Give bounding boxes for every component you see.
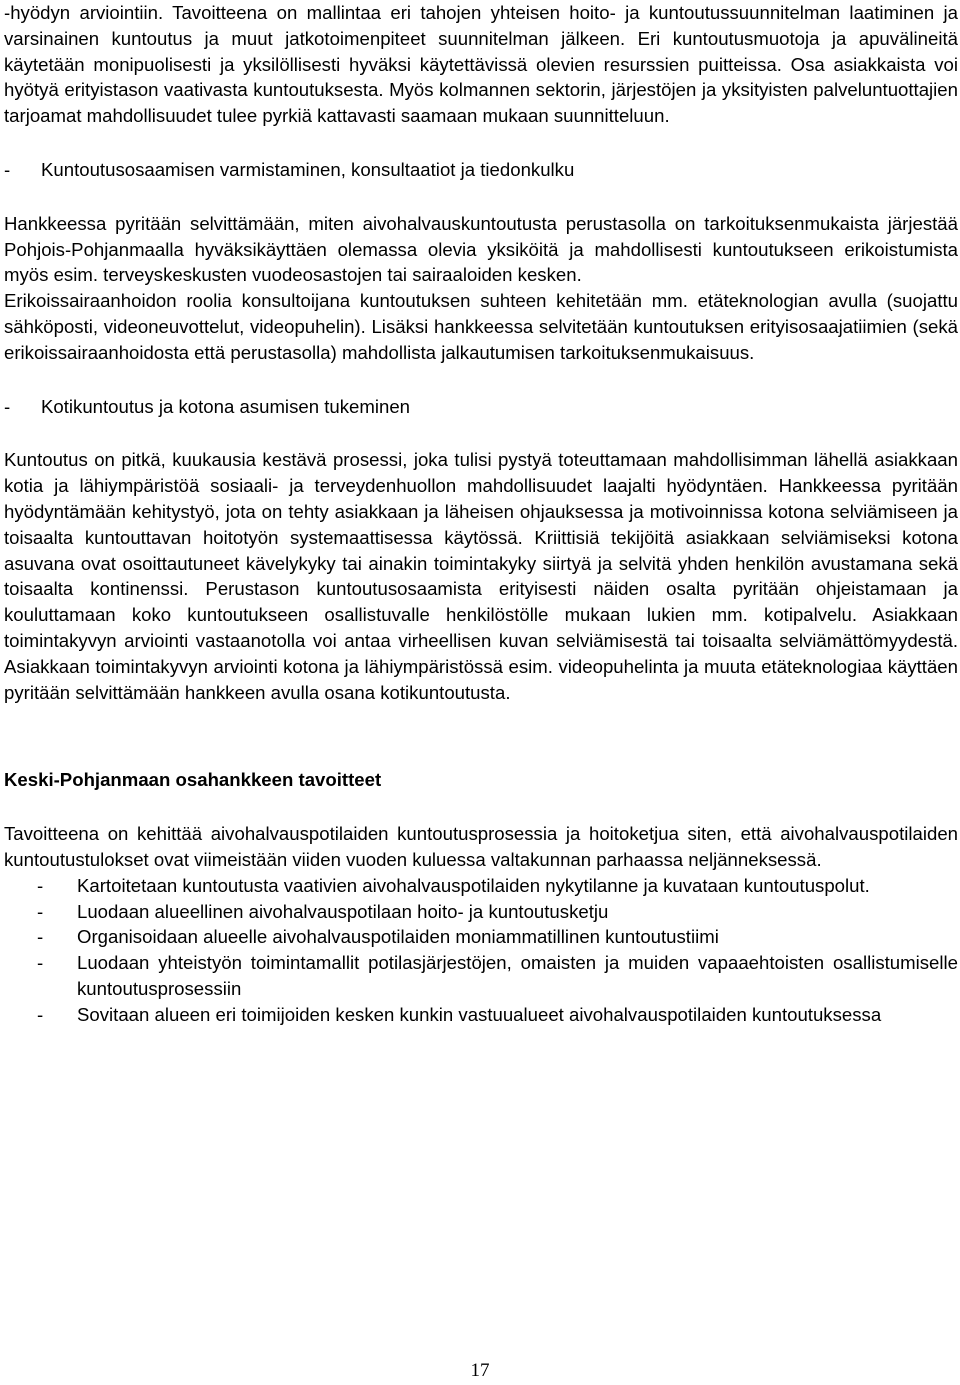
goal-text: Kartoitetaan kuntoutusta vaativien aivohalvauspotilaiden nykytilanne ja kuvataan kuntoutuspolut. (77, 874, 870, 896)
document-page (4, 0, 958, 1028)
list-item (37, 924, 958, 950)
goal-text: Luodaan yhteistyön toimintamallit potilasjärjestöjen, omaisten ja muiden vapaaehtoisten osallistumiselle kuntoutusprosessiin (77, 952, 958, 999)
section-title: Kotikuntoutus ja kotona asumisen tukeminen (41, 395, 410, 417)
list-item (37, 950, 958, 1002)
consultation-paragraph-2: Erikoissairaanhoidon roolia konsultoijana kuntoutuksen suhteen kehitetään mm. etäteknologian avulla (suojattu sähköposti, videoneuvottelut, videopuhelin). Lisäksi hankkeessa selvitetään kuntoutuksen erityisosaajatiimien (sekä erikoissairaanhoidosta että perustasolla) mahdollista jalkautumisen tarkoituksenmukaisuus. (4, 290, 958, 363)
page-number: 17 (470, 1360, 490, 1381)
goal-list (37, 873, 958, 1028)
section-title: Kuntoutusosaamisen varmistaminen, konsultaatiot ja tiedonkulku (41, 158, 575, 180)
dash-marker: - (37, 900, 44, 922)
intro-paragraph: -hyödyn arviointiin. Tavoitteena on mallintaa eri tahojen yhteisen hoito- ja kuntoutussuunnitelman laatiminen ja varsinainen kuntoutus ja muut jatkotoimenpiteet suunnitelman jälkeen. Eri kuntoutusmuotoja ja apuvälineitä käytetään monipuolisesti ja yksilöllisesti hyväksi käytettävissä olevien resurssien puitteissa. Osa asiakkaista voi hyötyä erityistason vaativasta kuntoutuksesta. Myös kolmannen sektorin, järjestöjen ja yksityisten palveluntuottajien tarjoamat mahdollisuudet tulee pyrkiä kattavasti saamaan mukaan suunnitteluun. (4, 2, 958, 127)
dash-marker: - (37, 1003, 44, 1025)
goal-text: Sovitaan alueen eri toimijoiden kesken kunkin vastuualueet aivohalvauspotilaiden kuntoutuksessa (77, 1003, 882, 1025)
dash-marker: - (4, 395, 11, 417)
dash-marker: - (4, 158, 11, 180)
section-heading-home-rehab (4, 394, 958, 420)
home-rehab-paragraph: Kuntoutus on pitkä, kuukausia kestävä prosessi, joka tulisi pystyä toteuttamaan mahdollisimman lähellä asiakkaan kotia ja lähiympäristöä sosiaali- ja terveydenhuollon mahdollisuudet laajalti hyödyntäen. Hankkeessa pyritään hyödyntämään kehitystyö, jota on tehty asiakkaan ja läheisen ohjauksessa ja motivoinnissa kotona selviämiseen ja toisaalta kuntouttavan hoitotyön systemaattisessa käytössä. Kriittisiä tekijöitä asiakkaan selviämiseksi kotona asuvana ovat osoittautuneet kävelykyky tai ainakin toimintakyky siirtyä ja selvitä yhden henkilön avustamana sekä toisaalta kontinenssi. Perustason kuntoutusosaamista erityisesti näiden osalta pyritään ohjeistamaan ja kouluttamaan koko kuntoutukseen osallistuvalle henkilöstölle mukaan lukien mm. kotipalvelu. Asiakkaan toimintakyvyn arviointi vastaanotolla voi antaa virheellisen kuvan selviämisestä tai toisaalta selviämättömyydestä. Asiakkaan toimintakyvyn arviointi kotona ja lähiympäristössä esim. videopuhelinta ja muuta etäteknologiaa käyttäen pyritään selvittämään hankkeen avulla osana kotikuntoutusta. (4, 449, 958, 703)
dash-marker: - (37, 926, 44, 948)
list-item (37, 899, 958, 925)
dash-marker: - (37, 874, 44, 896)
keski-pohjanmaa-heading: Keski-Pohjanmaan osahankkeen tavoitteet (4, 769, 382, 791)
list-item (37, 1002, 958, 1028)
section-heading-consultation (4, 157, 958, 183)
dash-marker: - (37, 952, 44, 974)
goal-text: Organisoidaan alueelle aivohalvauspotilaiden moniammatillinen kuntoutustiimi (77, 926, 719, 948)
consultation-paragraph-1: Hankkeessa pyritään selvittämään, miten aivohalvauskuntoutusta perustasolla on tarkoituksenmukaista järjestää Pohjois-Pohjanmaalla hyväksikäyttäen olemassa olevia yksiköitä ja mahdollisesti kuntoutukseen erikoistumista myös esim. terveyskeskusten vuodeosastojen tai sairaaloiden kesken. (4, 212, 958, 286)
list-item (37, 873, 958, 899)
keski-pohjanmaa-intro: Tavoitteena on kehittää aivohalvauspotilaiden kuntoutusprosessia ja hoitoketjua siten, että aivohalvauspotilaiden kuntoutustulokset ovat viimeistään viiden vuoden kuluessa valtakunnan parhaassa neljänneksessä. (4, 823, 958, 870)
goal-text: Luodaan alueellinen aivohalvauspotilaan hoito- ja kuntoutusketju (77, 900, 609, 922)
